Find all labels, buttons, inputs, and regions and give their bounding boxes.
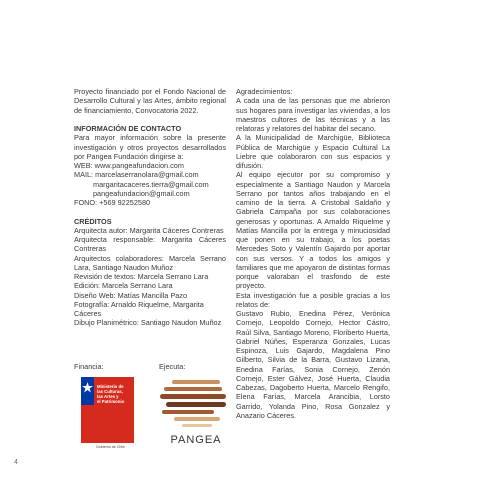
financia-label: Financia: — [74, 362, 104, 371]
ack-heading: Agradecimientos: — [236, 87, 293, 96]
credit-line: Fotografía: Arnaldo Riquelme, Margarita Cáceres — [74, 299, 204, 318]
web-link[interactable]: WEB: www.pangeafundacion.com — [74, 161, 184, 170]
ministerio-culturas-logo — [78, 375, 136, 451]
ack-paragraph: Al equipo ejecutor por su compromiso y especialmente a Santiago Naudon y Marcela Serrano por tantos años trabajando en el camino de la tierra. A Cristobal Saldaño y Gabriela Campaña por sus colaboraciones generosas y oportunas. A Arnaldo Riquelme y Matías Mancilla por la entrega y minuciosidad que ponen en su trabajo, a los poetas Mercedes Soto y Valentín Gajardo por aportar con sus versos. Y a todos los amigos y familiares que me apoyaron de distintas formas porque valoraban el trasfondo de este proyecto. — [236, 170, 390, 291]
credit-line: Arquitectos colaboradores: Marcela Serrano Lara, Santiago Naudon Muñoz — [74, 253, 226, 272]
gov-line: las Culturas, — [97, 389, 123, 394]
ack-paragraph: Gustavo Rubio, Enedina Pérez, Verónica Cornejo, Leopoldo Cornejo, Hector Cástro, Raúl Silva, Santiago Moreno, Floriberto Huerta, Gabriel Núñes, Esperanza Gonzales, Lucas Espinoza, Luis Gajardo, Magdalena Pino Gilberto, Silvia de la Barra, Gustavo Lizana, Enedina Farías, Sonia Cornejo, Zenón Cornejo, Ester Gálvez, José Huerta, Claudia Cabezas, Dagoberto Huerta, Marcelo Rengifo, Elena Farías, Marcela Arancibia, Lorsto Garrido, Yolanda Pino, Rosa Gonzalez y Anazario Cáceres. — [236, 309, 390, 420]
ack-paragraph: A la Municipalidad de Marchigüe, Biblioteca Pública de Marchigüe y Espacio Cultural La Liebre que colaboraron con sus espacios y difusión. — [236, 133, 390, 170]
credits-heading: CRÉDITOS — [74, 216, 112, 226]
gov-line: las Artes y — [97, 394, 119, 399]
credit-line: Revisión de textos: Marcela Serrano Lara — [74, 272, 209, 281]
ack-paragraph: A cada una de las personas que me abrieron sus hogares para investigar las viviendas, a los maestros cultores de las técnicas y a las relatoras y relatores del habitar del secano. — [236, 96, 390, 133]
phone: FONO: +569 92252580 — [74, 198, 151, 207]
right-column — [236, 87, 390, 420]
credit-line: Arquitecta autor: Margarita Cáceres Contreras — [74, 225, 224, 235]
page-number: 4 — [14, 459, 18, 466]
credit-line: Dibujo Planimétrico: Santiago Naudon Muñoz — [74, 318, 222, 328]
contact-intro: Para mayor información sobre la presente investigación y otros proyectos desarrollados por Pangea Fundación dirigirse a: — [74, 133, 226, 161]
gov-footer: Gobierno de Chile — [96, 445, 125, 449]
mail-link-1[interactable]: MAIL: marcelaserranolara@gmail.com — [74, 170, 199, 180]
credit-line: Diseño Web: Matías Mancilla Pazo — [74, 290, 188, 300]
funding-note: Proyecto financiado por el Fondo Nacional de Desarrollo Cultural y las Artes, ámbito regional de financiamiento, Convocatoria 2022. — [74, 87, 226, 115]
mail-link-2[interactable]: margaritacaceres.tierra@gmail.com — [93, 179, 209, 189]
sponsor-logos — [74, 362, 234, 472]
credit-line: Edición: Marcela Serrano Lara — [74, 281, 173, 291]
pangea-name: PANGEA — [170, 434, 222, 446]
ejecuta-label: Ejecuta: — [159, 362, 186, 371]
contact-heading: INFORMACIÓN DE CONTACTO — [74, 124, 182, 133]
left-column — [74, 87, 226, 328]
gov-line: Ministerio de — [97, 384, 124, 389]
mail-link-3[interactable]: pangeafundacion@gmail.com — [93, 188, 190, 198]
pangea-logo — [158, 377, 234, 449]
credit-line: Arquitecta responsable: Margarita Cáceres Contreras — [74, 235, 226, 254]
gov-line: el Patrimonio — [97, 399, 125, 404]
ack-paragraph: Esta investigación fue a posible gracias a los relatos de: — [236, 290, 390, 309]
